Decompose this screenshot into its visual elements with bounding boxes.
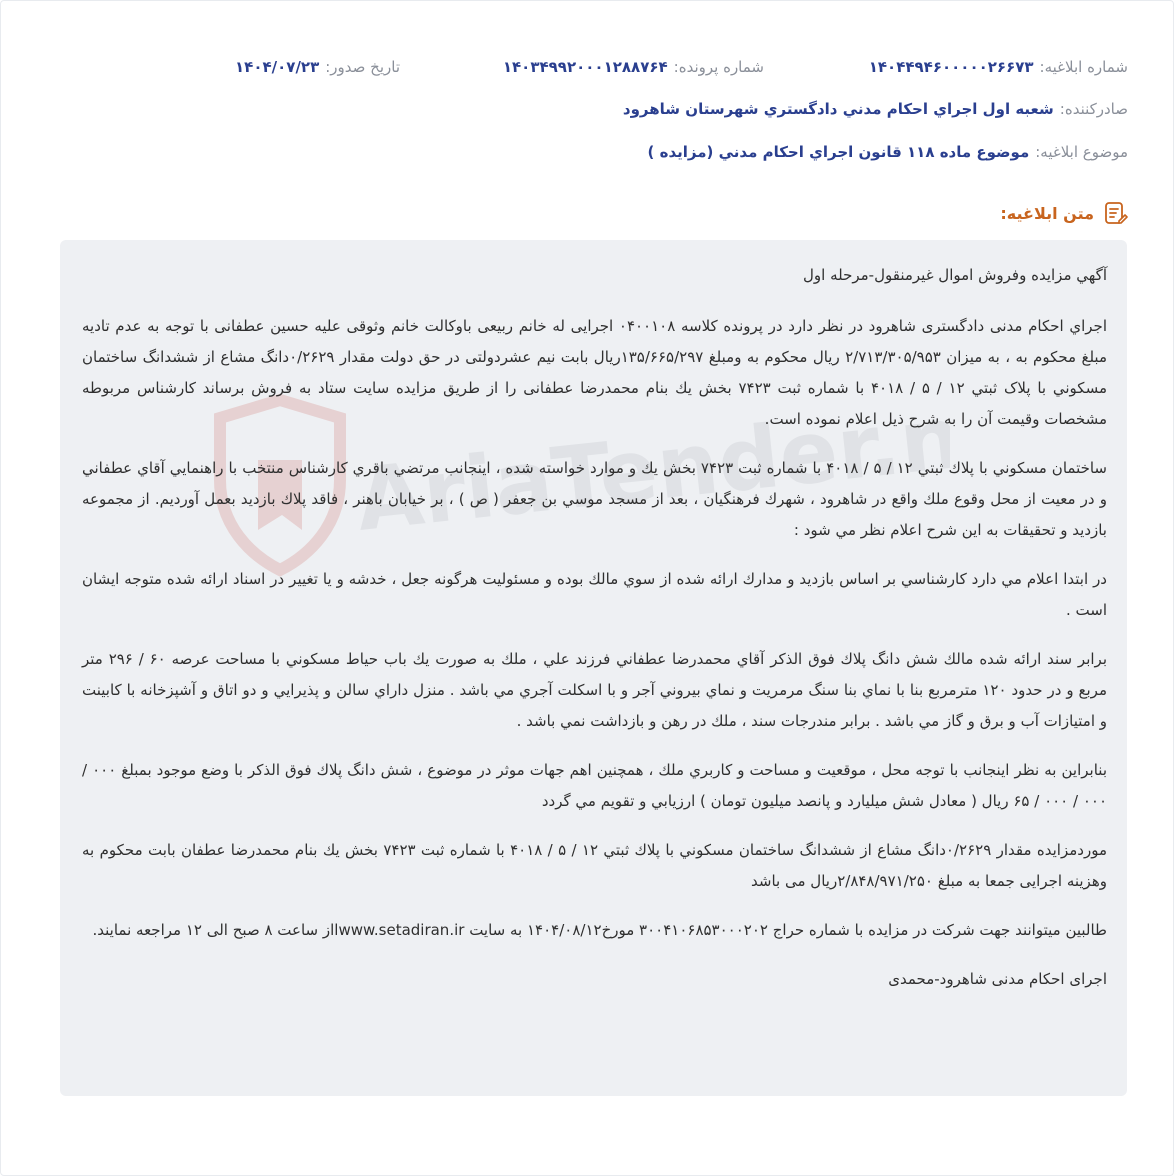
issuer-value: شعبه اول اجراي احکام مدني دادگستري شهرستان شاهرود xyxy=(622,100,1054,118)
notice-paragraph: در ابتدا اعلام مي دارد کارشناسي بر اساس بازديد و مدارك ارائه شده از سوي مالك بوده و مسئوليت هرگونه جعل ، خدشه و يا تغيير در اسناد ارائه شده متوجه ايشان است . xyxy=(82,570,1107,619)
section-title: متن ابلاغيه: xyxy=(1000,203,1094,223)
document-text-icon xyxy=(1102,200,1128,226)
issue-date xyxy=(235,58,400,76)
case-number-value: ۱۴۰۳۴۹۹۲۰۰۰۱۲۸۸۷۶۴ xyxy=(502,58,668,76)
notice-text-box xyxy=(60,240,1127,1096)
case-number-label: شماره پرونده: xyxy=(673,58,764,76)
subject-value: موضوع ماده ۱۱۸ قانون اجراي احکام مدني (مزايده ) xyxy=(647,143,1030,161)
notice-number-value: ۱۴۰۴۴۹۴۶۰۰۰۰۰۲۶۶۷۳ xyxy=(868,58,1034,76)
notice-paragraph: موردمزايده مقدار ۰/۲۶۲۹دانگ مشاع از ششدانگ ساختمان مسکوني با پلاك ثبتي ۱۲ / ۵ / ۴۰۱۸ با شماره ثبت ۷۴۲۳ بخش يك بنام محمدرضا عطفان بابت محکوم به وهزينه اجرايی جمعا به مبلغ ۲/۸۴۸/۹۷۱/۲۵۰ريال می باشد xyxy=(82,841,1107,890)
notice-number xyxy=(869,58,1128,76)
notice-paragraph: اجراي احکام مدنی دادگستری شاهرود در نظر دارد در پرونده کلاسه ۰۴۰۰۱۰۸ اجرايی له خانم ربيعی باوکالت خانم وثوقی عليه حسين عطفانی با توجه به عدم تاديه مبلغ محکوم به ، به ميزان ۲/۷۱۳/۳۰۵/۹۵۳ ريال محکوم به ومبلغ ۱۳۵/۶۶۵/۲۹۷ريال بابت نيم عشردولتی در حق دولت مقدار ۰/۲۶۲۹دانگ مشاع از ششدانگ ساختمان مسکوني با پلاک ثبتي ۱۲ / ۵ / ۴۰۱۸ با شماره ثبت ۷۴۲۳ بخش يك بنام محمدرضا عطفانی را از طريق مزايده سايت ستاد به فروش برساند کارشناس مربوطه مشخصات وقيمت آن را به شرح ذيل اعلام نموده است. xyxy=(82,317,1107,428)
notice-number-label: شماره ابلاغيه: xyxy=(1039,58,1128,76)
notice-signature: اجرای احکام مدنی شاهرود-محمدی xyxy=(888,970,1107,988)
subject-label: موضوع ابلاغيه: xyxy=(1035,143,1128,161)
watermark-text: AriaTender.neT xyxy=(351,380,950,551)
notice-heading: آگهي مزايده وفروش اموال غيرمنقول-مرحله اول xyxy=(803,266,1107,284)
case-number xyxy=(503,58,764,76)
issue-date-value: ۱۴۰۴/۰۷/۲۳ xyxy=(235,58,320,76)
subject-row xyxy=(40,143,1128,161)
notice-paragraphs xyxy=(82,260,1107,995)
notice-paragraph: طالبين ميتوانند جهت شرکت در مزايده با شماره حراج ۳۰۰۴۱۰۶۸۵۳۰۰۰۲۰۲ مورخ۱۴۰۴/۰۸/۱۲ به سایت lwww.setadiran.irاز ساعت ۸ صبح الی ۱۲ مراجعه نمايند. xyxy=(92,921,1107,939)
issuer-label: صادرکننده: xyxy=(1059,100,1128,118)
issuer-row xyxy=(40,100,1128,118)
notice-paragraph: برابر سند ارائه شده مالك شش دانگ پلاك فوق الذکر آقاي محمدرضا عطفاني فرزند علي ، ملك به صورت يك باب حياط مسکوني با مساحت عرصه ۶۰ / ۲۹۶ متر مربع و در حدود ۱۲۰ مترمربع بنا با نماي بنا سنگ مرمريت و نماي بيروني آجر و با اسکلت آجري مي باشد . منزل داراي سالن و پذيرايي و دو اتاق و آشپزخانه با کابينت و امتيازات آب و برق و گاز مي باشد . برابر مندرجات سند ، ملك در رهن و بازداشت نمي باشد . xyxy=(82,650,1107,730)
notice-paragraph: بنابراين به نظر اينجانب با توجه محل ، موقعيت و مساحت و کاربري ملك ، همچنين اهم جهات موثر در موضوع ، شش دانگ پلاك فوق الذکر با وضع موجود بمبلغ ۰۰۰ / ۰۰۰ / ۰۰۰ / ۶۵ ريال ( معادل شش ميليارد و پانصد ميليون تومان ) ارزيابي و تقويم مي گردد xyxy=(82,761,1107,810)
issue-date-label: تاريخ صدور: xyxy=(325,58,400,76)
notice-paragraph: ساختمان مسکوني با پلاك ثبتي ۱۲ / ۵ / ۴۰۱۸ با شماره ثبت ۷۴۲۳ بخش يك و موارد خواسته شده ، اينجانب مرتضي باقري کارشناس منتخب با راهنمايي آقاي عطفاني و در معيت از محل وقوع ملك واقع در شاهرود ، شهرك فرهنگيان ، بعد از مسجد موسي بن جعفر ( ص ) ، بر خيابان باهنر ، فاقد پلاك بازديد بعمل آورديم. از مجموعه بازديد و تحقيقات به اين شرح اعلام نظر مي شود : xyxy=(82,459,1108,539)
section-heading xyxy=(1000,200,1128,226)
